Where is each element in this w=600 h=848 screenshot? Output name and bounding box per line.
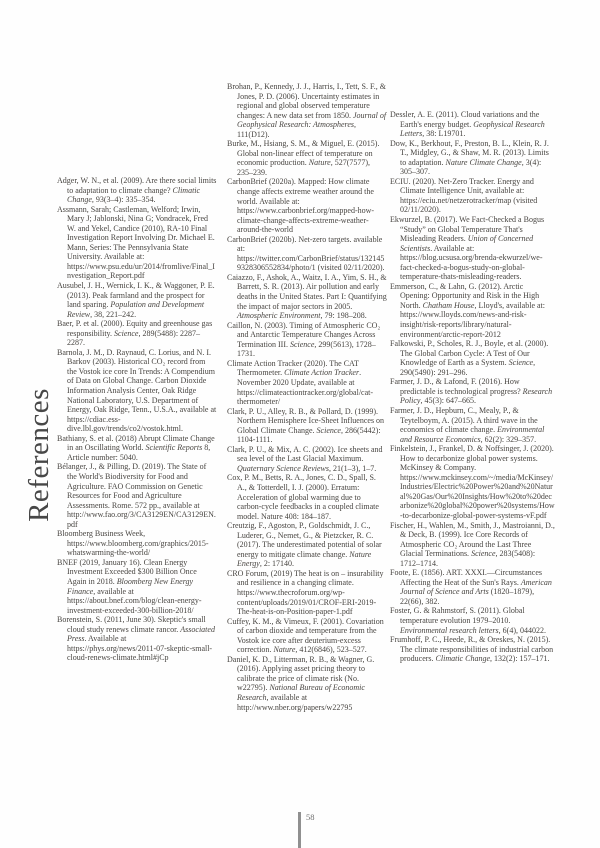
reference-text: Fischer, H., Wahlen, M., Smith, J., Mastroianni, D., & Deck, B. (1999). Ice Core Records of Atmospheric CO₂ Around the Last Three Glacial Terminations. bbox=[390, 520, 555, 559]
reference-text: , 527(7577), 235–239. bbox=[237, 158, 371, 177]
reference-text: , 62(2): 329–357. bbox=[480, 434, 537, 444]
reference-text: Dessler, A. E. (2011). Cloud variations and the Earth's energy budget. bbox=[390, 110, 540, 129]
reference-entry bbox=[57, 205, 217, 281]
reference-text: Adger, W. N., et al. (2009). Are there social limits to adaptation to climate change? bbox=[57, 176, 217, 195]
reference-text: Baer, P. et al. (2000). Equity and greenhouse gas responsibility. bbox=[57, 319, 213, 338]
reference-text: Bloomberg Business Week, https://www.bloomberg.com/graphics/2015-whatswarming-the-world/ bbox=[57, 529, 209, 558]
journal-name: Nature bbox=[308, 158, 331, 168]
reference-entry bbox=[390, 139, 555, 177]
journal-name: Scientific Reports bbox=[145, 443, 203, 453]
reference-entry bbox=[390, 635, 555, 664]
journal-name: Nature Energy bbox=[237, 549, 372, 569]
journal-name: National Bureau of Economic Research bbox=[237, 683, 365, 702]
reference-text: , 299(5613), 1728–1731. bbox=[237, 339, 376, 359]
reference-text: , 2: 17140. bbox=[259, 559, 295, 569]
reference-text: . Available at: https://blog.ucsusa.org/brenda-ekwurzel/we-fact-checked-a-bogus-study-on-global-temperature-thats-misleading-readers. bbox=[400, 243, 543, 282]
reference-entry bbox=[57, 434, 217, 463]
reference-entry bbox=[390, 339, 555, 377]
journal-name: Quaternary Science Reviews bbox=[237, 463, 329, 473]
reference-text: Borenstein, S. (2011, June 30). Skeptic's small cloud study renews climate rancor. bbox=[57, 615, 206, 634]
footer-rule bbox=[298, 812, 301, 848]
journal-name: Nature bbox=[273, 645, 296, 655]
reference-entry bbox=[390, 110, 555, 139]
reference-text: , 412(6846), 523–527. bbox=[295, 645, 367, 655]
reference-text: , available at https://about.bnef.com/blog/clean-energy-investment-exceeded-300-billion-2018/ bbox=[67, 586, 202, 615]
reference-text: Cox, P. M., Betts, R. A., Jones, C. D., Spall, S. A., & Totterdell, I. J. (2000). Erratum: Acceleration of global warming due to carbon-cycle feedbacks in a coupled climate model. Nature 408: 184–187. bbox=[227, 473, 379, 521]
reference-entry bbox=[227, 569, 387, 617]
references-column-3 bbox=[390, 110, 555, 664]
reference-text: Bélanger, J., & Pilling, D. (2019). The State of the World's Biodiversity for Food and Agriculture. FAO Commission on Genetic Resources for Food and Agriculture Assessments. Rome. 572 pp., available at http://www.fao.org/3/CA3129EN/CA3129EN.pdf bbox=[57, 462, 216, 529]
reference-text: Barnola, J. M., D. Raynaud, C. Lorius, and N. I. Barkov (2003). Historical CO₂ record from the Vostok ice core In Trends: A Compendium of Data on Global Change. Carbon Dioxide Information Analysis Center, Oak Ridge National Laboratory, U.S. Department of Energy, Oak Ridge, Tenn., U.S.A., available at https://cdiac.ess-dive.lbl.gov/trends/co2/vostok.html. bbox=[57, 347, 217, 434]
reference-text: ECIU. (2020). Net-Zero Tracker. Energy and Climate Intelligence Unit, available at: https://eciu.net/netzerotracker/map (visited 02/11/2020). bbox=[390, 176, 538, 215]
reference-text: Clark, P. U., & Mix, A. C. (2002). Ice sheets and sea level of the Last Glacial Maximum. bbox=[227, 444, 383, 464]
reference-text: Farmer, J. D., & Lafond, F. (2016). How predictable is technological progress? bbox=[390, 377, 523, 396]
reference-text: , 3(4): 305–307. bbox=[400, 157, 542, 177]
reference-text: , 283(5408): 1712–1714. bbox=[400, 549, 536, 568]
reference-text: , 21(1–3), 1–7. bbox=[328, 463, 377, 473]
page-number: 58 bbox=[306, 812, 315, 822]
reference-text: Dow, K., Berkhout, F., Preston, B. L., Klein, R. J. T., Midgley, G., & Shaw, M. R. (2013). Limits to adaptation. bbox=[390, 138, 549, 167]
reference-text: Creutzig, F., Agoston, P., Goldschmidt, J. C., Luderer, G., Nemet, G., & Pietzcker, R. C. (2017). The underestimated potential of solar energy to mitigate climate change. bbox=[227, 521, 382, 559]
reference-text: CRO Forum, (2019) The heat is on – insurability and resilience in a changing climate. https://www.thecroforum.org/wp-content/uploads/2019/01/CROF-ERI-2019-The-heat-is-on-Position-paper-1.pdf bbox=[227, 568, 384, 617]
journal-name: Chatham House bbox=[422, 300, 475, 310]
reference-text: Caiazzo, F., Ashok, A., Waitz, I. A., Yim, S. H., & Barrett, S. R. (2013). Air pollution and early deaths in the United States. Part I: Quantifying the impact of major sectors in 2005. bbox=[227, 272, 387, 311]
reference-entry bbox=[390, 177, 555, 215]
reference-text: Finkelstein, J., Frankel, D. & Noffsinger, J. (2020). How to decarbonize global power systems. McKinsey & Company. https://www.mckinsey.com/~/media/McKinsey/Industries/Electric%20Power%20and%20Natural%20Gas/Our%20Insights/How%20to%20decarbonize%20global%20power%20systems/How-to-decarbonize-global-power-systems-vF.pdf bbox=[390, 444, 555, 520]
reference-entry bbox=[57, 176, 217, 205]
reference-entry bbox=[57, 462, 217, 529]
reference-entry bbox=[227, 177, 387, 234]
reference-entry bbox=[57, 615, 217, 663]
journal-name: Climate Action Tracker bbox=[284, 368, 360, 378]
reference-text: , 132(2): 157–171. bbox=[490, 654, 550, 664]
journal-name: Environmental and Resource Economics bbox=[400, 425, 545, 444]
journal-name: Climatic Change bbox=[435, 654, 490, 664]
reference-entry bbox=[227, 321, 387, 359]
reference-entry bbox=[227, 655, 387, 712]
journal-name: Science bbox=[114, 328, 139, 338]
journal-name: Climatic Change bbox=[67, 185, 201, 205]
reference-text: , 289(5488): 2287–2287. bbox=[67, 328, 201, 348]
reference-text: . November 2020 Update, available at https://climateactiontracker.org/global/cat-thermometer/ bbox=[237, 368, 374, 407]
reference-text: Foster, G. & Rahmstorf, S. (2011). Global temperature evolution 1979–2010. bbox=[390, 606, 525, 625]
journal-name: Union of Concerned Scientists bbox=[400, 234, 534, 253]
reference-text: Ausubel, J. H., Wernick, I. K., & Waggoner, P. E. (2013). Peak farmland and the prospect for land sparing. bbox=[57, 281, 215, 310]
reference-text: Farmer, J. D., Hepburn, C., Mealy, P., & Teytelboym, A. (2015). A third wave in the economics of climate change. bbox=[390, 405, 538, 435]
journal-name: Science bbox=[508, 358, 534, 368]
reference-text: , 45(3): 647–665. bbox=[420, 396, 476, 406]
references-column-2 bbox=[227, 82, 387, 712]
reference-text: . Available at https://phys.org/news/2011-07-skeptic-small-cloud-renews-climate.html#jCp bbox=[67, 634, 213, 663]
reference-text: CarbonBrief (2020a). Mapped: How climate change affects extreme weather around the world. Available at: https://www.carbonbrief.org/mapped-how-climate-change-affects-extreme-weather-around-the-world bbox=[227, 177, 375, 235]
journal-name: Atmospheric Environment bbox=[237, 311, 321, 321]
reference-entry bbox=[390, 568, 555, 606]
journal-name: Journal of Geophysical Research: Atmospheres bbox=[237, 110, 387, 130]
reference-text: Foote, E. (1856). ART. XXXI.—Circumstances Affecting the Heat of the Sun's Rays. bbox=[390, 568, 543, 587]
journal-name: Science bbox=[316, 425, 341, 435]
reference-entry bbox=[57, 348, 217, 434]
reference-text: , Lloyd's, available at: https://www.lloyds.com/news-and-risk-insight/risk-reports/library/natural-environment/arctic-report-2012 bbox=[400, 300, 545, 339]
journal-name: Associated Press bbox=[67, 624, 215, 644]
reference-entry bbox=[227, 445, 387, 474]
reference-entry bbox=[390, 215, 555, 282]
reference-text: Emmerson, C., & Lahn, G. (2012). Arctic Opening: Opportunity and Risk in the High North. bbox=[390, 281, 540, 310]
reference-text: Climate Action Tracker (2020). The CAT Thermometer. bbox=[227, 358, 359, 378]
journal-name: Environmental research letters bbox=[400, 625, 499, 635]
reference-text: Bathiany, S. et al. (2018) Abrupt Climate Change in an Oscillating World. bbox=[57, 433, 215, 453]
reference-text: Daniel, K. D., Litterman, R. B., & Wagner, G. (2016). Applying asset pricing theory to calibrate the price of climate risk (No. w22795). bbox=[227, 654, 375, 693]
reference-text: , 79: 198–208. bbox=[320, 311, 367, 321]
journal-name: Bloomberg New Energy Finance bbox=[67, 576, 194, 596]
reference-text: , 93(3–4): 335–354. bbox=[91, 195, 156, 205]
reference-text: Assmann, Sarah; Castleman, Welford; Irwin, Mary J; Jablonski, Nina G; Vondracek, Fred W. and Yekel, Candice (2010), RA-10 Final Investigation Report Involving Dr. Michael E. Mann, Series: The Pennsylvania State University. Available at: https://www.psu.edu/ur/2014/fromlive/Final_Investigation_Report.pdf bbox=[57, 204, 215, 281]
chapter-title-vertical: References bbox=[23, 388, 55, 522]
reference-text: CarbonBrief (2020b). Net-zero targets. available at: https://twitter.com/CarbonBrief/status/1321459328306552834/photo/1 (visited 02/11/2020). bbox=[227, 234, 385, 273]
reference-entry bbox=[227, 235, 387, 273]
reference-text: , 111(D12). bbox=[237, 120, 357, 139]
reference-text: Falkowski, P., Scholes, R. J., Boyle, et al. (2000). The Global Carbon Cycle: A Test of Our Knowledge of Earth as a System. bbox=[390, 339, 549, 368]
reference-entry bbox=[227, 359, 387, 407]
reference-entry bbox=[227, 407, 387, 445]
journal-name: Science bbox=[289, 339, 315, 349]
reference-text: BNEF (2019, January 16). Clean Energy Investment Exceeded $300 Billion Once Again in 2018. bbox=[57, 557, 197, 586]
reference-text: (1820–1879), 22(66), 382. bbox=[400, 587, 535, 606]
reference-text: 8, Article number: 5040. bbox=[67, 443, 211, 462]
reference-text: , available at http://www.nber.org/papers/w22795 bbox=[237, 693, 353, 712]
reference-text: Frumhoff, P. C., Heede, R., & Oreskes, N. (2015). The climate responsibilities of industrial carbon producers. bbox=[390, 635, 554, 664]
reference-entry bbox=[390, 444, 555, 520]
reference-text: , 6(4), 044022. bbox=[498, 625, 546, 635]
reference-entry bbox=[390, 521, 555, 569]
reference-entry bbox=[57, 319, 217, 348]
reference-entry bbox=[227, 139, 387, 177]
reference-entry bbox=[57, 529, 217, 558]
reference-entry bbox=[57, 558, 217, 615]
reference-text: Cuffey, K. M., & Vimeux, F. (2001). Covariation of carbon dioxide and temperature from the Vostok ice core after deuterium-excess correction. bbox=[227, 616, 384, 655]
reference-entry bbox=[390, 406, 555, 444]
journal-name: Research Policy bbox=[400, 386, 553, 406]
reference-entry bbox=[227, 273, 387, 321]
reference-entry bbox=[390, 606, 555, 635]
reference-text: , 38: L19701. bbox=[422, 129, 466, 139]
reference-text: Brohan, P., Kennedy, J. J., Harris, I., Tett, S. F., & Jones, P. D. (2006). Uncertainty estimates in regional and global observed temperature changes: A new data set from 1850. bbox=[227, 82, 387, 120]
reference-text: , 38, 221–242. bbox=[90, 309, 137, 319]
reference-text: , 286(5442): 1104-1111. bbox=[237, 425, 381, 445]
reference-entry bbox=[390, 377, 555, 406]
journal-name: Geophysical Research Letters bbox=[400, 119, 545, 139]
reference-entry bbox=[390, 282, 555, 339]
reference-text: Burke, M., Hsiang, S. M., & Miguel, E. (2015). Global non-linear effect of temperature on economic production. bbox=[227, 139, 380, 168]
reference-entry bbox=[227, 617, 387, 655]
reference-text: , 290(5490): 291–296. bbox=[400, 358, 536, 377]
journal-name: Science bbox=[471, 549, 496, 559]
reference-entry bbox=[227, 521, 387, 569]
reference-text: Caillon, N. (2003). Timing of Atmospheric CO₂ and Antarctic Temperature Changes Across Termination III. bbox=[227, 320, 381, 349]
references-column-1 bbox=[57, 176, 217, 663]
reference-text: Ekwurzel, B. (2017). We Fact-Checked a Bogus “Study” on Global Temperature That's Misleading Readers. bbox=[390, 215, 545, 244]
journal-name: American Journal of Science and Arts bbox=[400, 577, 552, 597]
journal-name: Population and Development Review bbox=[67, 300, 205, 319]
reference-entry bbox=[227, 473, 387, 521]
reference-entry bbox=[57, 281, 217, 319]
reference-text: Clark, P. U., Alley, R. B., & Pollard, D. (1999). Northern Hemisphere Ice-Sheet Influences on Global Climate Change. bbox=[227, 406, 385, 435]
reference-entry bbox=[227, 82, 387, 139]
journal-name: Nature Climate Change bbox=[445, 157, 522, 167]
